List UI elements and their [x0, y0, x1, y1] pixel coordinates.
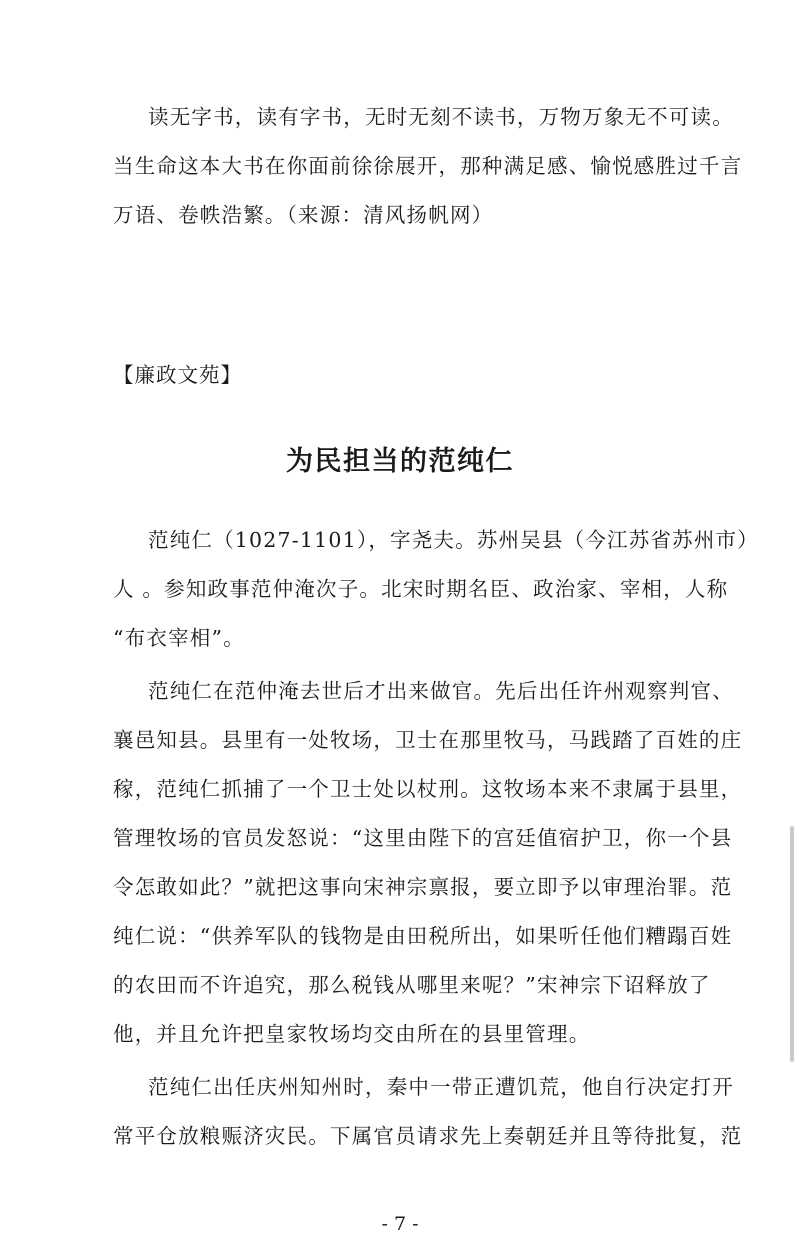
article-line-13: 常平仓放粮赈济灾民。下属官员请求先上奏朝廷并且等待批复，范 — [113, 1124, 743, 1148]
article-line-11: 他，并且允许把皇家牧场均交由所在的县里管理。 — [113, 1022, 591, 1046]
vertical-scrollbar[interactable] — [790, 826, 794, 1062]
article-line-1: 范纯仁（1027-1101），字尧夫。苏州吴县（今江苏省苏州市） — [148, 528, 759, 552]
intro-line-3: 万语、卷帙浩繁。（来源：清风扬帆网） — [113, 203, 494, 227]
article-line-3: “布衣宰相”。 — [113, 626, 245, 650]
section-label: 【廉政文苑】 — [113, 363, 242, 387]
page-number: - 7 - — [381, 1213, 419, 1235]
article-line-5: 襄邑知县。县里有一处牧场，卫士在那里牧马，马践踏了百姓的庄 — [113, 728, 743, 752]
intro-line-2: 当生命这本大书在你面前徐徐展开，那种满足感、愉悦感胜过千言 — [113, 154, 743, 178]
article-line-10: 的农田而不许追究，那么税钱从哪里来呢？”宋神宗下诏释放了 — [113, 973, 711, 997]
article-title: 为民担当的范纯仁 — [286, 446, 514, 477]
article-line-7: 管理牧场的官员发怒说：“这里由陛下的宫廷值宿护卫，你一个县 — [113, 826, 733, 850]
article-line-4: 范纯仁在范仲淹去世后才出来做官。先后出任许州观察判官、 — [148, 679, 734, 703]
article-line-2: 人 。参知政事范仲淹次子。北宋时期名臣、政治家、宰相，人称 — [113, 577, 729, 601]
article-line-6: 稼，范纯仁抓捕了一个卫士处以杖刑。这牧场本来不隶属于县里， — [113, 777, 743, 801]
article-line-12: 范纯仁出任庆州知州时，秦中一带正遭饥荒，他自行决定打开 — [148, 1075, 734, 1099]
intro-line-1: 读无字书，读有字书，无时无刻不读书，万物万象无不可读。 — [148, 105, 734, 129]
article-line-8: 令怎敢如此？”就把这事向宋神宗禀报，要立即予以审理治罪。范 — [113, 875, 733, 899]
article-line-9: 纯仁说：“供养军队的钱物是由田税所出，如果听任他们糟蹋百姓 — [113, 924, 733, 948]
